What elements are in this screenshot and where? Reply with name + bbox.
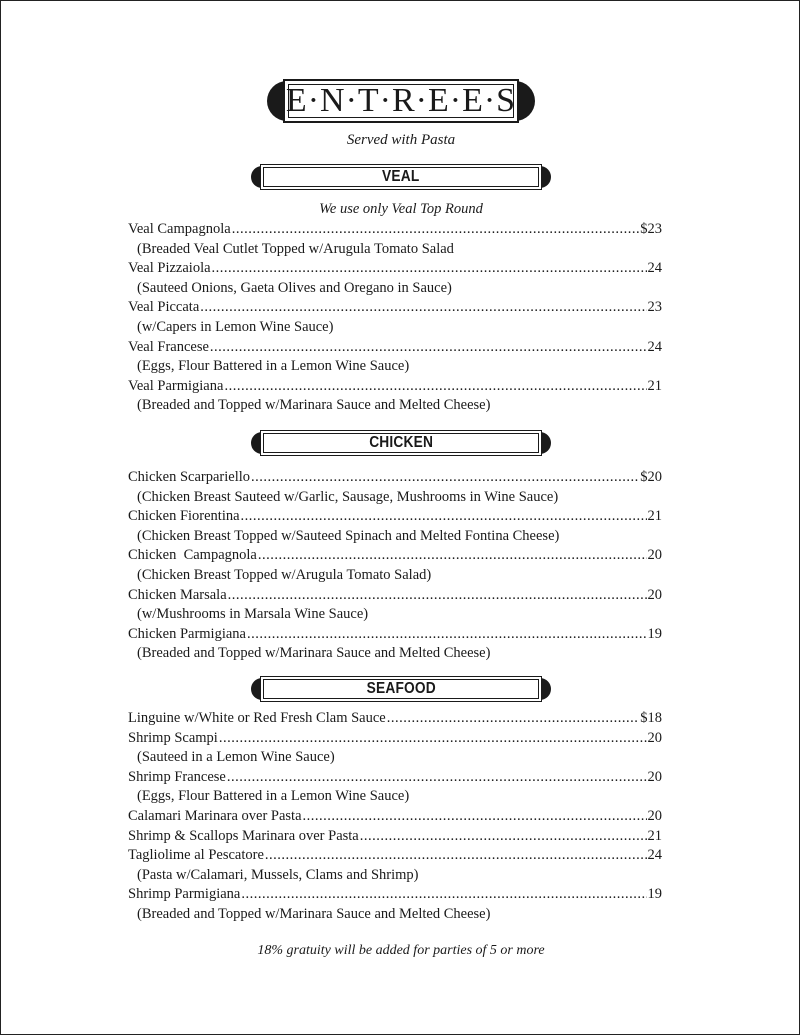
- item-name: Veal Francese: [128, 338, 209, 355]
- item-name: Tagliolime al Pescatore: [128, 847, 264, 864]
- item-name: Veal Piccata: [128, 299, 200, 316]
- item-price: $18: [640, 710, 662, 726]
- item-price: 19: [647, 886, 662, 903]
- item-price: 20: [647, 729, 662, 746]
- item-price: 21: [647, 827, 662, 844]
- item-name: Shrimp & Scallops Marinara over Pasta: [128, 827, 359, 844]
- item-price: 24: [647, 847, 662, 864]
- menu-list-chicken: [128, 468, 662, 664]
- item-price: 20: [647, 586, 662, 603]
- item-name: Chicken Parmigiana: [128, 625, 246, 642]
- item-name: Chicken Marsala: [128, 586, 227, 603]
- title-box: [283, 79, 519, 123]
- dot-leader: [360, 827, 647, 847]
- item-price: 20: [647, 768, 662, 785]
- menu-item: [128, 807, 662, 827]
- item-price: $23: [640, 221, 662, 237]
- item-description: (Chicken Breast Topped w/Sauteed Spinach and Melted Fontina Cheese): [137, 527, 560, 544]
- item-description: (Sauteed Onions, Gaeta Olives and Oregano in Sauce): [137, 279, 452, 296]
- item-name: Linguine w/White or Red Fresh Clam Sauce: [128, 710, 386, 726]
- dot-leader: [265, 846, 647, 866]
- menu-item: [128, 827, 662, 847]
- item-description: (Breaded and Topped w/Marinara Sauce and Melted Cheese): [137, 905, 491, 922]
- item-name: Chicken Campagnola: [128, 547, 257, 564]
- item-description: (Sauteed in a Lemon Wine Sauce): [137, 749, 335, 766]
- item-name: Shrimp Scampi: [128, 729, 218, 746]
- dot-leader: [303, 807, 647, 827]
- item-description: (Breaded and Topped w/Marinara Sauce and Melted Cheese): [137, 397, 491, 414]
- item-name: Chicken Fiorentina: [128, 508, 240, 525]
- dot-leader: [232, 220, 640, 240]
- section-box: [260, 430, 542, 456]
- menu-item: [128, 768, 662, 788]
- dot-leader: [219, 729, 647, 749]
- item-price: 21: [647, 508, 662, 525]
- dot-leader: [212, 259, 647, 279]
- item-name: Calamari Marinara over Pasta: [128, 807, 302, 824]
- item-name: Shrimp Francese: [128, 768, 226, 785]
- menu-item: [128, 259, 662, 279]
- menu-item: [128, 586, 662, 606]
- menu-item: [128, 709, 662, 729]
- section-banner-veal: [251, 164, 551, 190]
- section-title-veal: VEAL: [382, 168, 420, 185]
- item-description: (Eggs, Flour Battered in a Lemon Wine Sauce): [137, 788, 410, 805]
- menu-item: [128, 377, 662, 397]
- dot-leader: [247, 625, 647, 645]
- item-name: Veal Parmigiana: [128, 377, 224, 394]
- dot-leader: [227, 768, 647, 788]
- section-box: [260, 164, 542, 190]
- item-description: (Breaded and Topped w/Marinara Sauce and Melted Cheese): [137, 645, 491, 662]
- menu-item: [128, 846, 662, 866]
- dot-leader: [241, 507, 647, 527]
- menu-item: [128, 220, 662, 240]
- section-note-veal: We use only Veal Top Round: [319, 201, 483, 217]
- item-price: 20: [647, 547, 662, 564]
- title-banner: [267, 79, 535, 123]
- section-banner-chicken: [251, 430, 551, 456]
- menu-list-seafood: [128, 709, 662, 925]
- item-description: (Chicken Breast Sauteed w/Garlic, Sausage, Mushrooms in Wine Sauce): [137, 488, 559, 505]
- menu-item: [128, 729, 662, 749]
- item-description: (Pasta w/Calamari, Mussels, Clams and Shrimp): [137, 866, 419, 883]
- menu-item: [128, 625, 662, 645]
- gratuity-note: 18% gratuity will be added for parties of 5 or more: [257, 943, 545, 958]
- dot-leader: [200, 298, 646, 318]
- item-price: 19: [647, 625, 662, 642]
- section-title-seafood: SEAFOOD: [366, 680, 436, 697]
- item-description: (w/Capers in Lemon Wine Sauce): [137, 318, 334, 335]
- item-name: Shrimp Parmigiana: [128, 886, 241, 903]
- item-name: Chicken Scarpariello: [128, 469, 250, 485]
- dot-leader: [241, 885, 646, 905]
- item-name: Veal Pizzaiola: [128, 260, 211, 277]
- dot-leader: [210, 338, 647, 358]
- dot-leader: [224, 377, 646, 397]
- dot-leader: [251, 468, 639, 488]
- dot-leader: [387, 709, 640, 729]
- section-banner-seafood: [251, 676, 551, 702]
- menu-item: [128, 338, 662, 358]
- item-price: 21: [647, 377, 662, 394]
- item-description: (Eggs, Flour Battered in a Lemon Wine Sauce): [137, 358, 410, 375]
- item-price: 24: [647, 260, 662, 277]
- menu-list-veal: [128, 220, 662, 416]
- item-price: $20: [640, 469, 662, 485]
- item-description: (Breaded Veal Cutlet Topped w/Arugula Tomato Salad: [137, 240, 454, 257]
- section-title-chicken: CHICKEN: [369, 434, 433, 451]
- item-description: (w/Mushrooms in Marsala Wine Sauce): [137, 606, 369, 623]
- item-description: (Chicken Breast Topped w/Arugula Tomato Salad): [137, 566, 432, 583]
- item-price: 24: [647, 338, 662, 355]
- menu-item: [128, 885, 662, 905]
- dot-leader: [228, 586, 647, 606]
- item-price: 20: [647, 807, 662, 824]
- menu-item: [128, 507, 662, 527]
- menu-item: [128, 468, 662, 488]
- menu-item: [128, 298, 662, 318]
- page-subtitle: Served with Pasta: [346, 132, 456, 148]
- item-name: Veal Campagnola: [128, 221, 231, 237]
- dot-leader: [258, 546, 647, 566]
- item-price: 23: [647, 299, 662, 316]
- section-box: [260, 676, 542, 702]
- page-title: E·N·T·R·E·E·S: [285, 82, 517, 119]
- menu-item: [128, 546, 662, 566]
